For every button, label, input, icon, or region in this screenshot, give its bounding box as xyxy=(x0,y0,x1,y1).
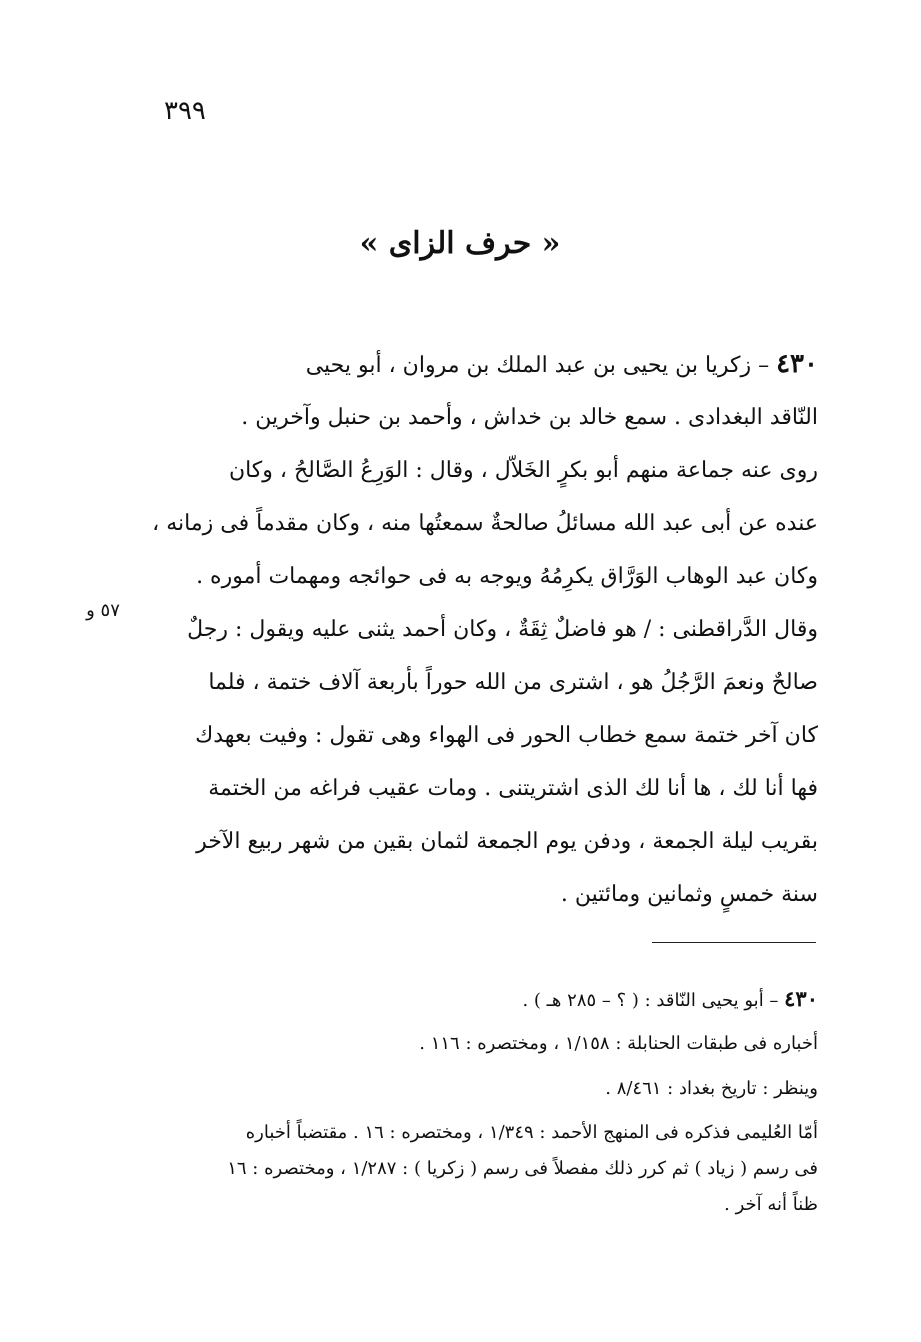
footnote-line xyxy=(138,976,818,1021)
footnote-paragraph xyxy=(138,1115,818,1223)
footnotes xyxy=(138,976,818,1223)
entry-line: فها أنا لك ، ها أنا لك الذى اشتريتنى . ومات عقيب فراغه من الختمة xyxy=(208,776,818,801)
footnote-divider xyxy=(652,942,816,943)
footnote-paragraph-line: أمّا العُليمى فذكره فى المنهج الأحمد : ١/٣٤٩ ، ومختصره : ١٦ . مقتضباً أخباره xyxy=(245,1122,818,1143)
footnote-line-text: – أبو يحيى النّاقد : ( ؟ – ٢٨٥ هـ ) . xyxy=(522,990,779,1011)
entry-line: وكان عبد الوهاب الوَرَّاق يكرِمُهُ ويوجه به فى حوائجه ومهمات أموره . xyxy=(196,564,818,589)
entry-line: صالحٌ ونعمَ الرَّجُلُ هو ، اشترى من الله حوراً بأربعة آلاف ختمة ، فلما xyxy=(208,670,818,695)
manuscript-folio-note: ٥٧ و xyxy=(86,600,120,621)
entry-line: عنده عن أبى عبد الله مسائلُ صالحةٌ سمعتُها منه ، وكان مقدماً فى زمانه ، xyxy=(152,511,818,536)
entry-line-text: – زكريا بن يحيى بن عبد الملك بن مروان ، أبو يحيى xyxy=(305,353,770,378)
page-number: ٣٩٩ xyxy=(164,96,206,126)
entry-line: بقريب ليلة الجمعة ، ودفن يوم الجمعة لثمان بقين من شهر ربيع الآخر xyxy=(196,829,818,854)
section-heading: « حرف الزاى » xyxy=(359,226,561,261)
footnote-line: أخباره فى طبقات الحنابلة : ١/١٥٨ ، ومختصره : ١١٦ . xyxy=(419,1033,818,1054)
entry-line xyxy=(138,338,818,391)
entry-line: النّاقد البغدادى . سمع خالد بن خداش ، وأحمد بن حنبل وآخرين . xyxy=(241,405,818,430)
footnote-line: وينظر : تاريخ بغداد : ٨/٤٦١ . xyxy=(605,1078,818,1099)
entry-line: روى عنه جماعة منهم أبو بكرٍ الخَلاّل ، وقال : الوَرِعُ الصَّالحُ ، وكان xyxy=(228,458,818,483)
entry-line: وقال الدَّراقطنى : / هو فاضلٌ ثِقَةٌ ، وكان أحمد يثنى عليه ويقول : رجلٌ xyxy=(187,617,818,642)
footnote-number: ٤٣٠ xyxy=(784,986,818,1011)
entry-body xyxy=(138,338,818,921)
entry-number: ٤٣٠ xyxy=(776,349,818,379)
entry-line: سنة خمسٍ وثمانين ومائتين . xyxy=(560,882,818,907)
footnote-paragraph-line: ظناً أنه آخر . xyxy=(724,1194,818,1215)
footnote-paragraph-line: فى رسم ( زياد ) ثم كرر ذلك مفصلاً فى رسم ( زكريا ) : ١/٢٨٧ ، ومختصره : ١٦ xyxy=(227,1158,818,1179)
entry-line: كان آخر ختمة سمع خطاب الحور فى الهواء وهى تقول : وفيت بعهدك xyxy=(195,723,818,748)
